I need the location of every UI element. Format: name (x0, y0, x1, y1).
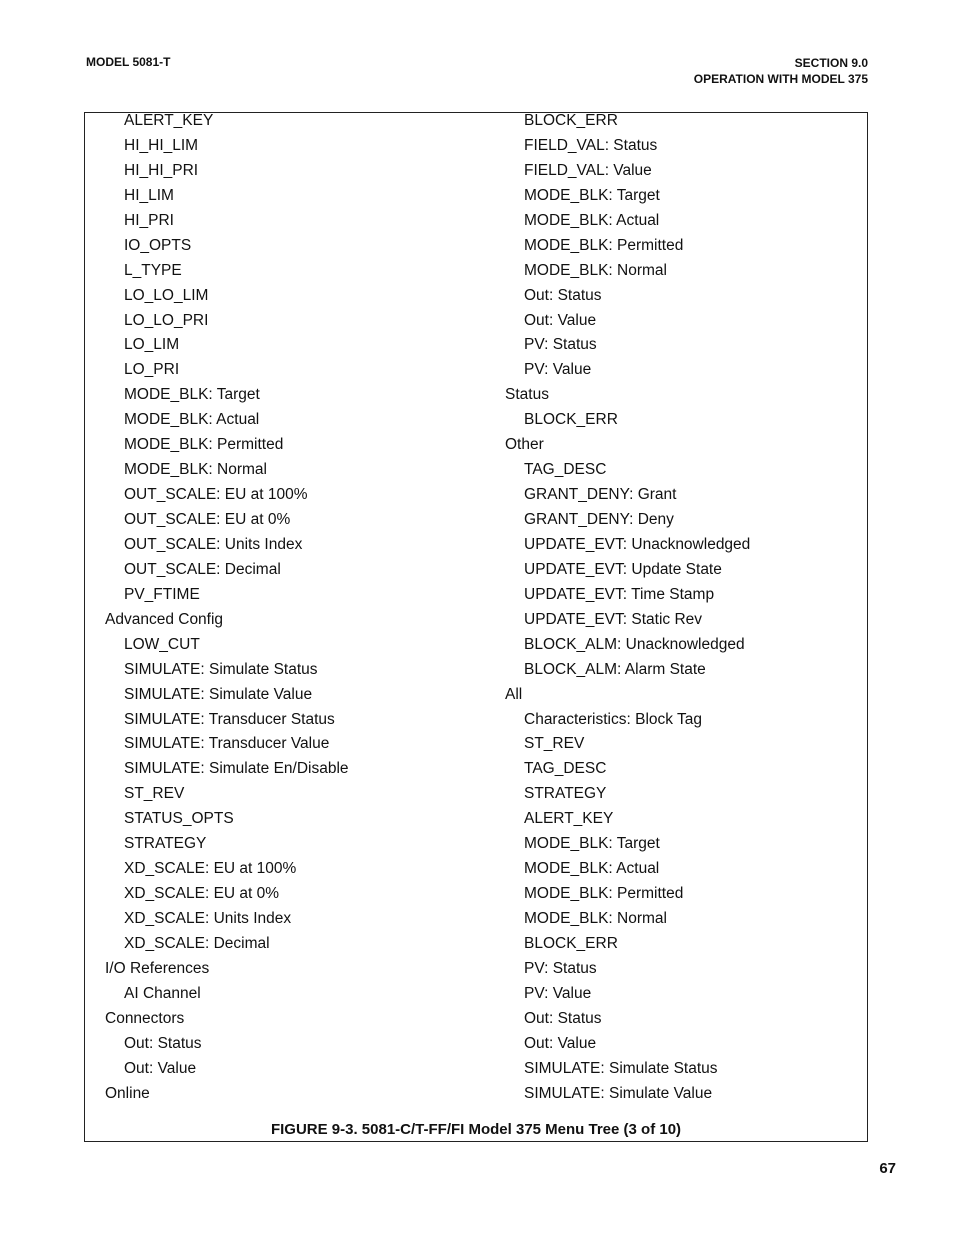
menu-item: MODE_BLK: Target (124, 386, 260, 404)
menu-item: PV: Value (524, 984, 592, 1002)
menu-item: PV: Value (524, 361, 592, 379)
menu-item: LO_LO_PRI (124, 311, 209, 329)
menu-tree-left-column (105, 113, 349, 1111)
menu-item: SIMULATE: Simulate Value (524, 1084, 713, 1102)
figure-caption: FIGURE 9-3. 5081-C/T-FF/FI Model 375 Menu Tree (3 of 10) (270, 1121, 682, 1138)
menu-item: MODE_BLK: Normal (524, 261, 667, 279)
menu-item: Out: Status (524, 286, 602, 304)
menu-item: MODE_BLK: Target (524, 186, 660, 204)
menu-item: FIELD_VAL: Value (524, 161, 652, 179)
menu-item: Out: Status (124, 1034, 202, 1052)
header-section-number: SECTION 9.0 (794, 56, 868, 70)
figure-frame (84, 112, 868, 1142)
menu-item: OUT_SCALE: EU at 0% (124, 511, 291, 528)
menu-item: GRANT_DENY: Grant (524, 486, 677, 504)
menu-item: Characteristics: Block Tag (524, 710, 703, 728)
menu-group-heading: Online (105, 1084, 150, 1102)
menu-item: STRATEGY (524, 785, 607, 803)
menu-item: STATUS_OPTS (124, 810, 234, 828)
menu-item: MODE_BLK: Permitted (524, 885, 684, 903)
menu-group-heading: I/O References (105, 959, 210, 977)
menu-group-heading: Status (505, 386, 549, 404)
menu-item: MODE_BLK: Actual (124, 411, 260, 429)
menu-item: LO_LO_LIM (124, 286, 209, 304)
menu-item: AI Channel (124, 984, 201, 1002)
menu-item: LO_PRI (124, 361, 180, 379)
menu-item: PV_FTIME (124, 585, 200, 603)
menu-item: UPDATE_EVT: Static Rev (524, 610, 703, 628)
menu-item: LOW_CUT (124, 635, 200, 653)
menu-item: HI_HI_LIM (124, 136, 199, 154)
menu-item: XD_SCALE: EU at 100% (124, 860, 297, 878)
menu-item: UPDATE_EVT: Time Stamp (524, 585, 715, 603)
menu-item: UPDATE_EVT: Update State (524, 560, 722, 578)
menu-item: ST_REV (524, 735, 585, 753)
menu-item: TAG_DESC (524, 461, 607, 479)
menu-item: MODE_BLK: Target (524, 835, 660, 853)
menu-item: MODE_BLK: Normal (524, 910, 667, 927)
menu-item: Out: Value (524, 1034, 597, 1052)
menu-item: MODE_BLK: Actual (524, 211, 660, 229)
menu-item: ALERT_KEY (524, 810, 614, 828)
menu-item: ST_REV (124, 785, 185, 803)
menu-item: SIMULATE: Simulate Value (124, 685, 313, 703)
header-section (694, 55, 868, 87)
menu-item: OUT_SCALE: Decimal (124, 560, 281, 578)
menu-group-heading: All (505, 685, 523, 703)
menu-item: SIMULATE: Simulate Status (124, 660, 318, 678)
menu-item: UPDATE_EVT: Unacknowledged (524, 535, 751, 553)
menu-item: BLOCK_ALM: Unacknowledged (524, 635, 745, 653)
menu-item: FIELD_VAL: Status (524, 136, 658, 154)
menu-item: LO_LIM (124, 336, 180, 354)
menu-item: BLOCK_ERR (524, 112, 618, 129)
menu-item: XD_SCALE: Units Index (124, 910, 292, 927)
menu-item: L_TYPE (124, 261, 182, 279)
menu-item: MODE_BLK: Permitted (124, 436, 284, 454)
menu-tree-right-column (505, 113, 750, 1111)
menu-item: XD_SCALE: EU at 0% (124, 885, 280, 903)
menu-item: BLOCK_ERR (524, 934, 618, 952)
menu-item: STRATEGY (124, 835, 207, 853)
menu-item: SIMULATE: Simulate Status (524, 1059, 718, 1077)
menu-item: MODE_BLK: Normal (124, 461, 267, 479)
menu-item: BLOCK_ALM: Alarm State (524, 660, 706, 678)
menu-item: PV: Status (524, 959, 597, 977)
menu-item: Out: Status (524, 1009, 602, 1027)
menu-item: HI_PRI (124, 211, 174, 229)
menu-group-heading: Connectors (105, 1009, 185, 1027)
page-number: 67 (879, 1160, 896, 1177)
menu-item: OUT_SCALE: Units Index (124, 535, 303, 553)
menu-item: HI_HI_PRI (124, 161, 199, 179)
menu-item: IO_OPTS (124, 236, 192, 254)
menu-group-heading: Advanced Config (105, 610, 224, 628)
menu-item: SIMULATE: Transducer Status (124, 710, 335, 728)
menu-item: SIMULATE: Transducer Value (124, 735, 330, 753)
menu-item: ALERT_KEY (124, 112, 214, 129)
menu-item: TAG_DESC (524, 760, 607, 778)
menu-item: Out: Value (524, 311, 597, 329)
header-section-title: OPERATION WITH MODEL 375 (693, 72, 868, 86)
menu-group-heading: Other (505, 436, 544, 454)
menu-item: SIMULATE: Simulate En/Disable (124, 760, 349, 778)
menu-item: PV: Status (524, 336, 597, 354)
menu-item: HI_LIM (124, 186, 174, 204)
menu-item: XD_SCALE: Decimal (124, 934, 270, 952)
menu-item: GRANT_DENY: Deny (524, 511, 674, 528)
menu-item: MODE_BLK: Permitted (524, 236, 684, 254)
menu-item: BLOCK_ERR (524, 411, 618, 429)
menu-item: OUT_SCALE: EU at 100% (124, 486, 308, 504)
menu-item: Out: Value (124, 1059, 197, 1077)
header-model: MODEL 5081-T (86, 55, 171, 69)
menu-item: MODE_BLK: Actual (524, 860, 660, 878)
